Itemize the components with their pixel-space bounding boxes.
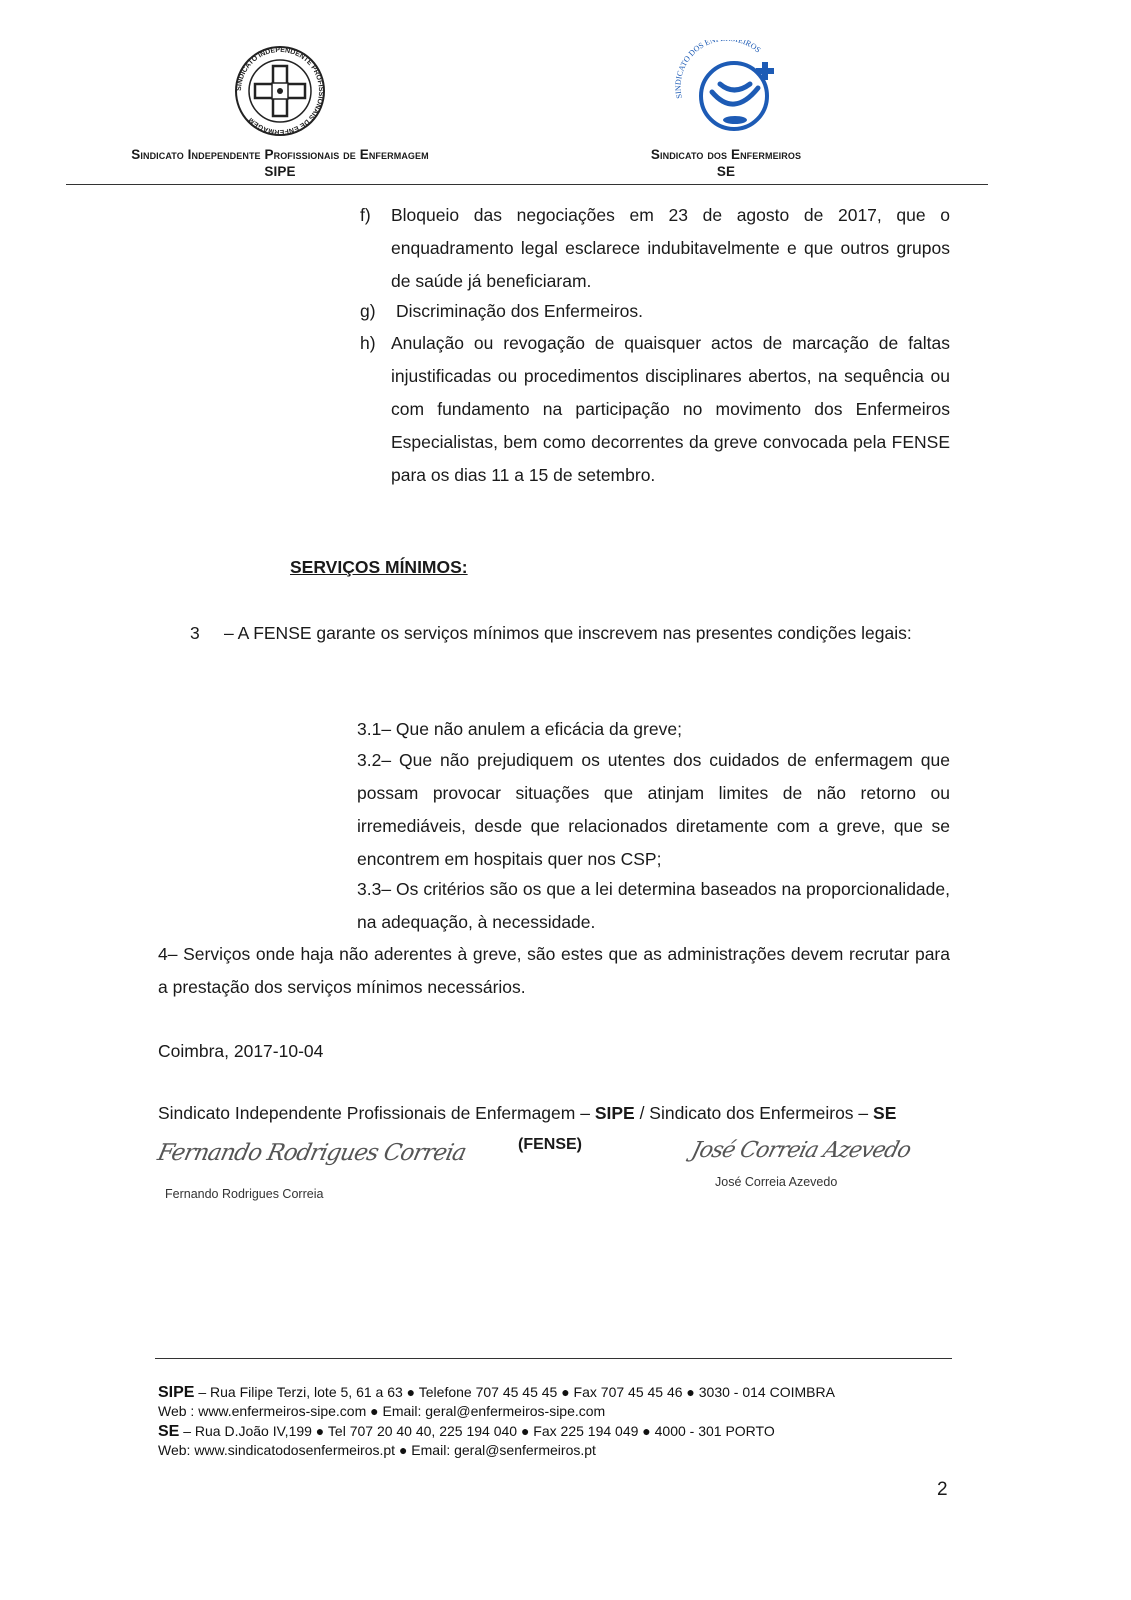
se-full-name: Sindicato dos Enfermeiros [650,147,802,162]
signature-right-handwriting: José Correia Azevedo [688,1138,914,1163]
item-text: Discriminação dos Enfermeiros. [396,301,644,321]
footer-se-address-line: SE – Rua D.João IV,199 ● Tel 707 20 40 40, 225 194 040 ● Fax 225 194 049 ● 4000 - 301 PORTO [158,1423,775,1440]
fense-label: (FENSE) [518,1136,582,1153]
place-date: Coimbra, 2017-10-04 [158,1041,324,1061]
page-number: 2 [937,1479,948,1500]
sipe-logo [221,44,339,138]
svg-text:SINDICATO DOS ENFERMEIROS: SINDICATO DOS EN EIROS [673,40,763,100]
sipe-abbr: SIPE [264,164,296,179]
item-f [360,199,950,298]
footer-sipe-web: Web : www.enfermeiros-sipe.com ● Email: geral@enfermeiros-sipe.com [158,1403,606,1419]
item-label: f) [360,205,371,225]
point-3-text: – A FENSE garante os serviços mínimos que inscrevem nas presentes condições legais: [224,623,912,643]
svg-text:SINDICATO INDEPENDENTE PROFISS: SINDICATO INDEPENDENTE PROFISSIONAIS DE ENFERMAGEM [235,46,325,136]
subpoint-3-2: 3.2– Que não prejudiquem os utentes dos cuidados de enfermagem que possam provocar situações que atinjam limites de não retorno ou irremediáveis, desde que relacionados diretamente com a greve, que se encontrem em hospitais quer nos CSP; [357,750,950,869]
subpoint-3-3: 3.3– Os critérios são os que a lei determina baseados na proporcionalidade, na adequação, à necessidade. [357,879,950,932]
point-4: 4– Serviços onde haja não aderentes à greve, são estes que as administrações devem recrutar para a prestação dos serviços mínimos necessários. [158,944,950,997]
point-3-number: 3 [190,623,200,643]
signature-right-name: José Correia Azevedo [715,1175,838,1189]
footer-sipe-address-line: SIPE – Rua Filipe Terzi, lote 5, 61 a 63 ● Telefone 707 45 45 45 ● Fax 707 45 45 46 ● 3030 - 014 COIMBRA [158,1384,835,1401]
item-text: Bloqueio das negociações em 23 de agosto de 2017, que o enquadramento legal esclarece indubitavelmente e que outros grupos de saúde já beneficiaram. [391,205,950,291]
header-divider [66,184,988,185]
signatories-line: Sindicato Independente Profissionais de Enfermagem – SIPE / Sindicato dos Enfermeiros – SE [158,1103,897,1123]
point-3 [190,617,950,650]
se-name [586,146,866,180]
footer-se [158,1422,958,1460]
signature-left-name: Fernando Rodrigues Correia [165,1187,324,1201]
se-abbr: SE [716,164,736,179]
se-logo [668,40,786,140]
signature-left-handwriting: Fernando Rodrigues Correia [155,1140,468,1166]
item-g [360,295,950,328]
footer-se-web: Web: www.sindicatodosenfermeiros.pt ● Email: geral@senfermeiros.pt [158,1442,596,1458]
sipe-name [60,146,500,180]
footer-divider [155,1358,952,1359]
section-title: SERVIÇOS MÍNIMOS: [290,557,468,577]
item-h [360,327,950,492]
item-label: h) [360,333,376,353]
item-text: Anulação ou revogação de quaisquer actos de marcação de faltas injustificadas ou procedimentos disciplinares abertos, na sequência ou com fundamento na participação no movimento dos Enfermeiros Especialistas, bem como decorrentes da greve convocada pela FENSE para os dias 11 a 15 de setembro. [391,333,950,485]
footer-sipe [158,1383,958,1421]
subpoint-3-1: 3.1– Que não anulem a eficácia da greve; [357,719,682,739]
item-label: g) [360,301,376,321]
sipe-full-name: Sindicato Independente Profissionais de Enfermagem [131,147,429,162]
